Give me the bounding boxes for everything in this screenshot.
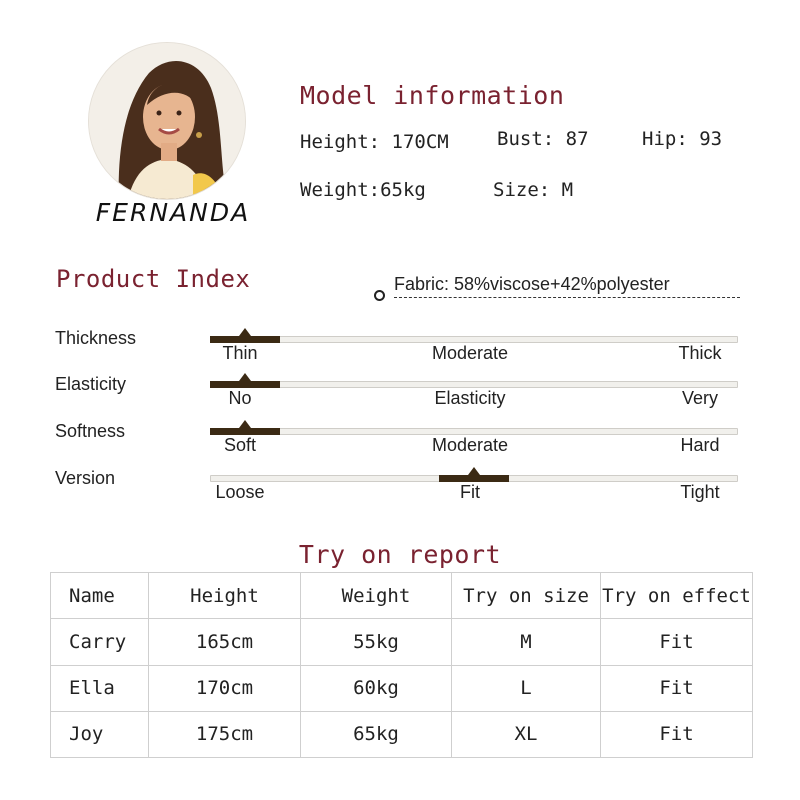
cell-name: Joy [51, 711, 149, 757]
model-name: FERNANDA [95, 198, 251, 227]
model-weight: Weight:65kg [300, 179, 426, 201]
model-height: Height: 170CM [300, 131, 449, 153]
cell-weight: 55kg [301, 619, 452, 665]
index-label-elasticity: Elasticity [55, 374, 127, 394]
marker-pointer-icon [468, 467, 480, 475]
model-avatar [88, 42, 246, 200]
index-track [210, 428, 738, 435]
table-row [51, 619, 753, 665]
cell-name: Carry [51, 619, 149, 665]
index-track [210, 381, 738, 388]
fabric-underline [394, 297, 740, 298]
product-index-title: Product Index [56, 265, 251, 293]
cell-effect: Fit [601, 665, 753, 711]
index-tick-label: Moderate [431, 343, 509, 363]
cell-name: Ella [51, 665, 149, 711]
table-header-row [51, 573, 753, 619]
index-label-thickness: Thickness [55, 328, 137, 348]
index-tick-label: Fit [460, 482, 480, 502]
cell-weight: 60kg [301, 665, 452, 711]
header-try-on-effect: Try on effect [601, 573, 753, 619]
header-try-on-size: Try on size [452, 573, 601, 619]
fabric-composition: Fabric: 58%viscose+42%polyester [394, 274, 670, 294]
marker-pointer-icon [239, 328, 251, 336]
index-label-softness: Softness [55, 421, 126, 441]
index-tick-label: Thick [678, 343, 722, 363]
cell-size: M [452, 619, 601, 665]
index-track [210, 336, 738, 343]
bullet-icon [374, 290, 385, 301]
index-marker [210, 336, 280, 343]
index-label-version: Version [55, 468, 116, 488]
model-portrait-image [89, 43, 245, 199]
model-bust: Bust: 87 [497, 128, 589, 150]
header-height: Height [149, 573, 301, 619]
header-weight: Weight [301, 573, 452, 619]
try-on-report-table [50, 572, 753, 758]
cell-height: 170cm [149, 665, 301, 711]
model-info-title: Model information [300, 81, 565, 110]
index-tick-label: Moderate [431, 435, 509, 455]
marker-pointer-icon [239, 373, 251, 381]
try-on-report-title: Try on report [298, 540, 502, 569]
index-tick-label: Elasticity [434, 388, 506, 408]
cell-weight: 65kg [301, 711, 452, 757]
index-marker [210, 428, 280, 435]
cell-height: 175cm [149, 711, 301, 757]
index-tick-label: Hard [680, 435, 720, 455]
cell-effect: Fit [601, 619, 753, 665]
cell-height: 165cm [149, 619, 301, 665]
index-marker [210, 381, 280, 388]
cell-size: L [452, 665, 601, 711]
index-marker [439, 475, 509, 482]
table-row [51, 711, 753, 757]
model-size: Size: M [493, 179, 574, 201]
cell-effect: Fit [601, 711, 753, 757]
marker-pointer-icon [239, 420, 251, 428]
index-tick-label: No [228, 388, 252, 408]
header-name: Name [51, 573, 149, 619]
index-tick-label: Tight [680, 482, 720, 502]
index-tick-label: Soft [223, 435, 257, 455]
index-tick-label: Very [681, 388, 719, 408]
table-row [51, 665, 753, 711]
index-tick-label: Thin [222, 343, 258, 363]
cell-size: XL [452, 711, 601, 757]
model-hip: Hip: 93 [642, 128, 723, 150]
index-tick-label: Loose [215, 482, 265, 502]
